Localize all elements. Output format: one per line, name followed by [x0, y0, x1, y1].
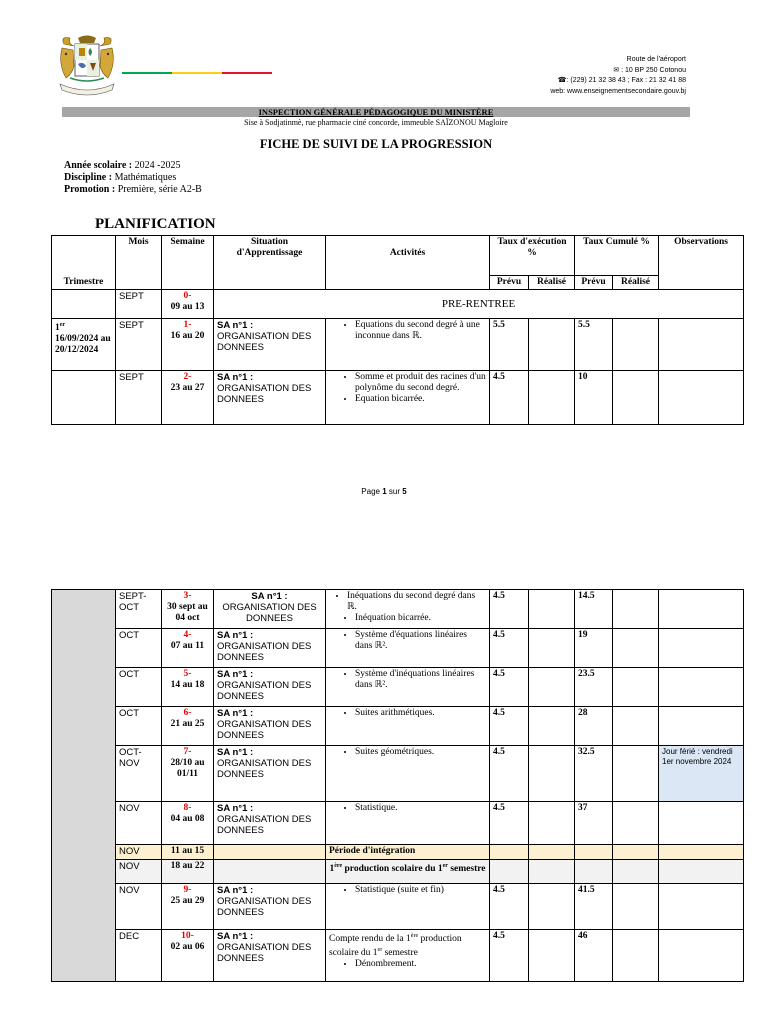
header-activites: Activités	[326, 236, 490, 290]
realise-cell	[529, 319, 575, 371]
observations-cell	[659, 930, 744, 982]
activites-cell: • Statistique.	[326, 802, 490, 845]
planning-table-page-1	[51, 235, 744, 425]
production-row	[52, 860, 744, 884]
table-row	[52, 802, 744, 845]
observations-cell	[659, 884, 744, 930]
activity-item: • Somme et produit des racines d'un polynôme du second degré.	[355, 372, 486, 394]
situation-cell	[214, 845, 326, 860]
prevu-cell: 4.5	[490, 802, 529, 845]
section-title: PLANIFICATION	[95, 216, 216, 232]
cumul-prevu-cell: 19	[575, 629, 613, 668]
activites-cell: • Suites arithmétiques.	[326, 707, 490, 746]
cumul-prevu-cell: 32.5	[575, 746, 613, 802]
situation-cell: SA n°1 : ORGANISATION DES DONNEES	[214, 746, 326, 802]
observations-cell	[659, 802, 744, 845]
trimestre-cell	[52, 590, 116, 982]
cumul-realise-cell	[613, 707, 659, 746]
semaine-cell	[162, 319, 214, 371]
table-row	[52, 371, 744, 425]
header-taux-cumule: Taux Cumulé %	[575, 236, 659, 276]
cumul-prevu-cell: 23.5	[575, 668, 613, 707]
situation-cell: SA n°1 : ORGANISATION DES DONNEES	[214, 371, 326, 425]
realise-cell	[529, 668, 575, 707]
prevu-cell: 4.5	[490, 884, 529, 930]
realise-cell	[529, 371, 575, 425]
semaine-cell: 9- 25 au 29	[162, 884, 214, 930]
mois-cell: SEPT	[116, 371, 162, 425]
observations-cell	[659, 319, 744, 371]
cumul-realise-cell	[613, 884, 659, 930]
contact-block	[550, 55, 686, 97]
mois-cell: OCT-NOV	[116, 746, 162, 802]
semaine-cell: 6- 21 au 25	[162, 707, 214, 746]
table-row	[52, 290, 744, 319]
observations-cell: Jour férié : vendredi 1er novembre 2024	[659, 746, 744, 802]
table-row	[52, 668, 744, 707]
activites-cell: • Inéquations du second degré dans ℝ. • Inéquation bicarrée.	[326, 590, 490, 629]
observations-cell	[659, 629, 744, 668]
institution-banner: INSPECTION GÉNÉRALE PÉDAGOGIQUE DU MINISTÈRE	[62, 107, 690, 117]
cumul-realise-cell	[613, 590, 659, 629]
flag-stripe-red	[222, 72, 272, 74]
header-mois: Mois	[116, 236, 162, 290]
activites-cell	[326, 319, 490, 371]
activites-cell	[326, 371, 490, 425]
activity-item: • Equation bicarrée.	[355, 394, 486, 405]
document-meta	[64, 160, 202, 196]
pre-rentree-cell: PRE-RENTREE	[214, 290, 744, 319]
activity-item: • Equations du second degré à une inconnue dans ℝ.	[355, 320, 486, 342]
week-dates: 16 au 20	[170, 331, 205, 341]
mois-cell: NOV	[116, 802, 162, 845]
mois-cell: NOV	[116, 860, 162, 884]
mois-cell: NOV	[116, 845, 162, 860]
activites-cell: • Statistique (suite et fin)	[326, 884, 490, 930]
document-title: FICHE DE SUIVI DE LA PROGRESSION	[259, 137, 493, 151]
semaine-cell: 5- 14 au 18	[162, 668, 214, 707]
trimestre-cell	[52, 371, 116, 425]
semaine-cell: 11 au 15	[162, 845, 214, 860]
week-number: 2-	[183, 372, 192, 382]
observations-cell	[659, 371, 744, 425]
flag-stripe-green	[122, 72, 172, 74]
prevu-cell: 4.5	[490, 930, 529, 982]
prevu-cell: 4.5	[490, 707, 529, 746]
institution-address: Sise à Sodjatinmè, rue pharmacie ciné concorde, immeuble SAÏZONOU Magloire	[244, 118, 508, 127]
compte-rendu-text: Compte rendu de la 1ère production scolaire du 1er semestre	[329, 933, 462, 959]
mois-cell: SEPT	[116, 290, 162, 319]
table-row	[52, 707, 744, 746]
situation-cell: SA n°1 : ORGANISATION DES DONNEES	[214, 884, 326, 930]
activites-cell: • Système d'inéquations linéaires dans ℝ².	[326, 668, 490, 707]
realise-cell	[529, 884, 575, 930]
table-row	[52, 746, 744, 802]
cumul-prevu-cell: 10	[575, 371, 613, 425]
meta-promotion: Promotion : Première, série A2-B	[64, 184, 202, 195]
week-number: 1-	[183, 320, 192, 330]
semaine-cell: 10- 02 au 06	[162, 930, 214, 982]
prevu-cell: 4.5	[490, 746, 529, 802]
cumul-realise-cell	[613, 746, 659, 802]
table-row	[52, 884, 744, 930]
realise-cell	[529, 707, 575, 746]
header-trimestre: Trimestre	[52, 236, 116, 290]
semaine-cell: 7- 28/10 au 01/11	[162, 746, 214, 802]
contact-line: web: www.enseignementsecondaire.gouv.bj	[550, 87, 686, 95]
realise-cell	[529, 590, 575, 629]
integration-row	[52, 845, 744, 860]
mois-cell: DEC	[116, 930, 162, 982]
table-row	[52, 590, 744, 629]
page-indicator: Page 1 sur 5	[361, 487, 407, 496]
week-dates: 09 au 13	[170, 302, 205, 312]
semaine-cell	[162, 371, 214, 425]
cumul-realise-cell	[613, 802, 659, 845]
flag-stripe-yellow	[172, 72, 222, 74]
cumul-prevu-cell: 5.5	[575, 319, 613, 371]
situation-cell: SA n°1 : ORGANISATION DES DONNEES	[214, 930, 326, 982]
realise-cell	[529, 930, 575, 982]
cumul-prevu-cell: 28	[575, 707, 613, 746]
mois-cell: SEPT-OCT	[116, 590, 162, 629]
realise-cell	[529, 629, 575, 668]
mois-cell: OCT	[116, 707, 162, 746]
prevu-cell: 4.5	[490, 629, 529, 668]
contact-line: ✉ : 10 BP 250 Cotonou	[613, 66, 686, 74]
realise-cell	[529, 802, 575, 845]
prevu-cell: 5.5	[490, 319, 529, 371]
contact-line: Route de l'aéroport	[626, 56, 686, 63]
mois-cell: NOV	[116, 884, 162, 930]
semaine-cell: 18 au 22	[162, 860, 214, 884]
situation-cell: SA n°1 : ORGANISATION DES DONNEES	[214, 707, 326, 746]
situation-cell: SA n°1 : ORGANISATION DES DONNEES	[214, 668, 326, 707]
situation-cell: SA n°1 : ORGANISATION DES DONNEES	[214, 590, 326, 629]
integration-label: Période d'intégration	[326, 845, 490, 860]
cumul-prevu-cell: 46	[575, 930, 613, 982]
meta-annee: Année scolaire : 2024 -2025	[64, 160, 181, 171]
trimestre-cell	[52, 290, 116, 319]
production-label: 1ère production scolaire du 1er semestre	[326, 860, 490, 884]
contact-line: ☎: (229) 21 32 38 43 ; Fax : 21 32 41 88	[557, 77, 686, 84]
cumul-realise-cell	[613, 668, 659, 707]
semaine-cell: 3- 30 sept au 04 oct	[162, 590, 214, 629]
situation-cell	[214, 860, 326, 884]
activites-cell: Compte rendu de la 1ère production scolaire du 1er semestre • Dénombrement.	[326, 930, 490, 982]
cumul-realise-cell	[613, 319, 659, 371]
activites-cell: • Suites géométriques.	[326, 746, 490, 802]
week-number: 0-	[183, 291, 192, 301]
cumul-prevu-cell: 41.5	[575, 884, 613, 930]
mois-cell: SEPT	[116, 319, 162, 371]
cumul-realise-cell	[613, 930, 659, 982]
cumul-prevu-cell: 37	[575, 802, 613, 845]
situation-cell: SA n°1 : ORGANISATION DES DONNEES	[214, 629, 326, 668]
header-prevu-cumul: Prévu	[575, 276, 613, 290]
header-semaine: Semaine	[162, 236, 214, 290]
header-observations: Observations	[659, 236, 744, 290]
trimestre-cell: 1er 16/09/2024 au 20/12/2024	[52, 319, 116, 371]
realise-cell	[529, 746, 575, 802]
situation-cell: SA n°1 : ORGANISATION DES DONNEES	[214, 319, 326, 371]
semaine-cell	[162, 290, 214, 319]
semaine-cell: 8- 04 au 08	[162, 802, 214, 845]
prevu-cell: 4.5	[490, 371, 529, 425]
cumul-realise-cell	[613, 629, 659, 668]
situation-cell: SA n°1 : ORGANISATION DES DONNEES	[214, 802, 326, 845]
prevu-cell: 4.5	[490, 668, 529, 707]
prevu-cell: 4.5	[490, 590, 529, 629]
cumul-realise-cell	[613, 371, 659, 425]
cumul-prevu-cell: 14.5	[575, 590, 613, 629]
semaine-cell: 4- 07 au 11	[162, 629, 214, 668]
table-row	[52, 930, 744, 982]
benin-coat-of-arms-icon	[56, 34, 118, 98]
mois-cell: OCT	[116, 629, 162, 668]
header-realise: Réalisé	[529, 276, 575, 290]
meta-discipline: Discipline : Mathématiques	[64, 172, 177, 183]
observations-cell	[659, 668, 744, 707]
observations-cell	[659, 707, 744, 746]
header-realise-cumul: Réalisé	[613, 276, 659, 290]
header-situation: Situation d'Apprentissage	[214, 236, 326, 290]
header-taux-execution: Taux d'exécution %	[490, 236, 575, 276]
table-row	[52, 319, 744, 371]
observations-cell	[659, 590, 744, 629]
activites-cell: • Système d'équations linéaires dans ℝ².	[326, 629, 490, 668]
header-prevu: Prévu	[490, 276, 529, 290]
planning-table-page-2	[51, 589, 744, 982]
week-dates: 23 au 27	[170, 383, 205, 393]
mois-cell: OCT	[116, 668, 162, 707]
table-row	[52, 629, 744, 668]
